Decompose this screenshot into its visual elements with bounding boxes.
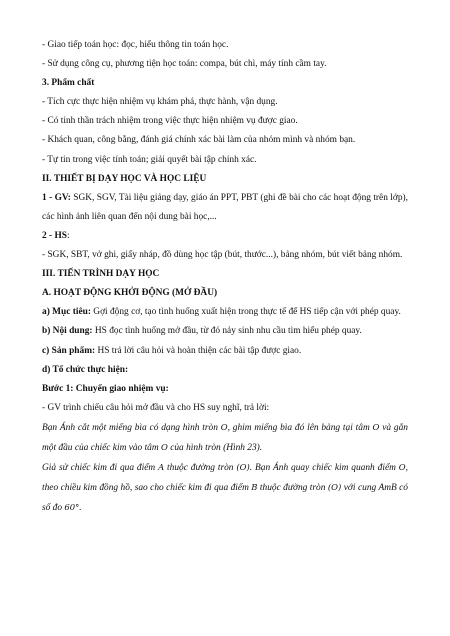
- hs-label: 2 - HS: [42, 230, 68, 241]
- math-symbol: O: [398, 462, 406, 473]
- product-label: c) Sản phẩm:: [42, 345, 96, 356]
- problem-text: và gắn một đầu của chiếc kim vào tâm: [42, 422, 408, 453]
- math-symbol: O: [160, 441, 168, 452]
- objective-label: a) Mục tiêu:: [42, 307, 91, 318]
- line-confidence: - Tự tin trong việc tính toán; giải quyết bài tập chính xác.: [42, 154, 257, 165]
- problem-paragraph-2: [42, 458, 408, 518]
- problem-text: Giả sử chiếc kim đi qua điểm: [42, 463, 159, 474]
- content-label: b) Nội dung:: [42, 326, 93, 337]
- heading-step1: Bước 1: Chuyển giao nhiệm vụ:: [42, 383, 169, 394]
- math-symbol: O: [220, 421, 228, 432]
- objective-text: Gợi động cơ, tạo tình huống xuất hiện trong thực tế để HS tiếp cận với phép quay.: [90, 307, 401, 318]
- problem-text: Bạn Ánh cắt một miếng bìa có dạng hình tròn: [42, 422, 221, 433]
- problem-text: thuộc đường tròn: [257, 483, 328, 494]
- heading-process: III. TIẾN TRÌNH DẠY HỌC: [42, 269, 160, 280]
- heading-equipment: II. THIẾT BỊ DẠY HỌC VÀ HỌC LIỆU: [42, 173, 207, 184]
- line-active: - Tích cực thực hiện nhiệm vụ khám phá, thực hành, vận dụng.: [42, 97, 278, 108]
- line-gv-question: - GV trình chiếu câu hỏi mở đầu và cho HS suy nghĩ, trả lời:: [42, 402, 270, 413]
- problem-text: , ghim miếng bìa đó lên bảng tại tâm: [227, 422, 373, 433]
- document-body: [42, 36, 408, 518]
- gv-label: 1 - GV:: [42, 192, 71, 203]
- math-symbol: A: [158, 462, 165, 473]
- paragraph-product: [42, 342, 408, 361]
- problem-text: . Bạn Ánh quay chiếc kim quanh điểm: [249, 463, 399, 474]
- line-responsibility: - Có tinh thần trách nhiệm trong việc thực hiện nhiệm vụ được giao.: [42, 116, 298, 127]
- math-symbol: 60°: [64, 502, 80, 513]
- problem-text: .: [79, 503, 82, 514]
- problem-text: thuộc đường tròn: [164, 463, 237, 474]
- paragraph-content: [42, 322, 408, 341]
- math-symbol: (O): [236, 462, 250, 473]
- content-text: HS đọc tình huống mở đầu, từ đó nảy sinh nhu cầu tìm hiểu phép quay.: [92, 326, 362, 337]
- math-symbol: O: [372, 421, 380, 432]
- heading-qualities: 3. Phẩm chất: [42, 78, 95, 89]
- math-symbol: B: [251, 482, 258, 493]
- hs-colon: :: [67, 230, 70, 241]
- paragraph-gv: [42, 189, 408, 227]
- paragraph-hs: - SGK, SBT, vở ghi, giấy nháp, đồ dùng học tập (bút, thước...), bảng nhóm, bút viết bảng nhóm.: [42, 250, 403, 261]
- math-symbol: (O): [327, 482, 342, 493]
- line-communication: - Giao tiếp toán học: đọc, hiểu thông tin toán học.: [42, 40, 229, 50]
- line-objective: - Khách quan, công bằng, đánh giá chính xác bài làm của nhóm mình và nhóm bạn.: [42, 135, 356, 146]
- problem-text: với cung AmB có số đo: [42, 483, 408, 514]
- problem-text: của hình tròn (Hình 23).: [167, 442, 263, 453]
- line-tools: - Sử dụng công cụ, phương tiện học toán: compa, bút chì, máy tính cầm tay.: [42, 59, 327, 70]
- heading-organization: d) Tổ chức thực hiện:: [42, 364, 129, 375]
- problem-text: , theo chiều kim đồng hồ, sao cho chiếc kim đi qua điểm: [42, 463, 409, 494]
- heading-activity-a: A. HOẠT ĐỘNG KHỞI ĐỘNG (MỞ ĐẦU): [42, 288, 218, 299]
- gv-text: SGK, SGV, Tài liệu giảng dạy, giáo án PPT, PBT (ghi đề bài cho các hoạt động trên lớp), các hình ảnh liên quan đến nội dung bài học,...: [42, 192, 408, 222]
- product-text: HS trả lời câu hỏi và hoàn thiện các bài tập được giao.: [95, 345, 302, 356]
- hs-heading: [42, 227, 408, 246]
- paragraph-objective: [42, 303, 408, 322]
- problem-paragraph-1: [42, 418, 408, 458]
